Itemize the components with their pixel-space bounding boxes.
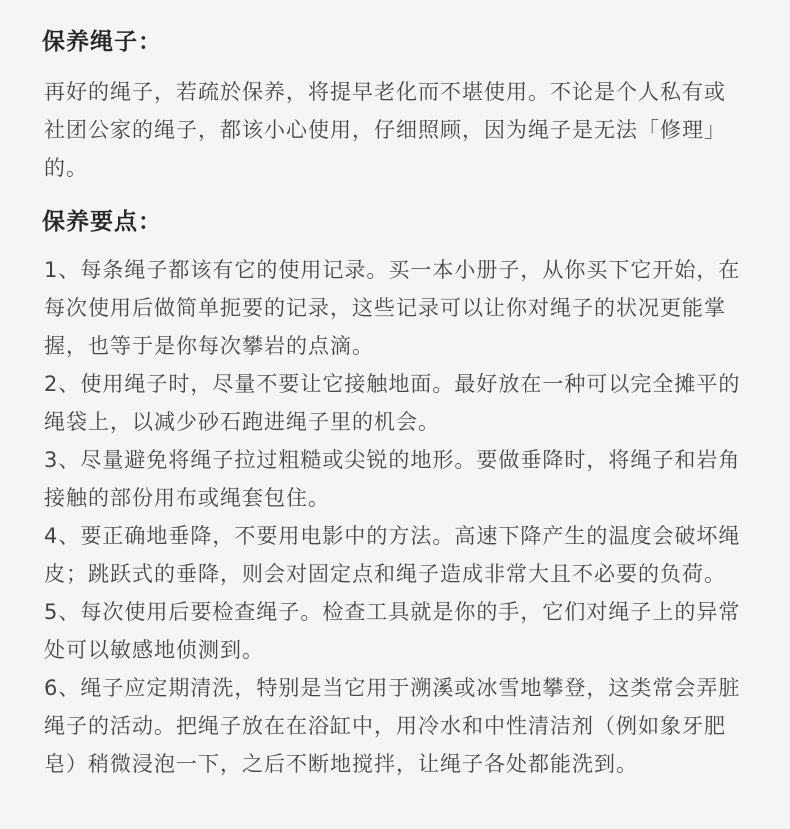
list-item-line: 5、每次使用后要检查绳子。检查工具就是你的手，它们对绳子上的异常 <box>44 600 741 624</box>
section-heading-care-points: 保养要点： <box>42 209 162 235</box>
list-item-2 <box>44 365 764 441</box>
list-item-5 <box>44 593 764 669</box>
list-item-4 <box>44 517 764 593</box>
care-points-list <box>44 251 764 783</box>
list-item-line: 每次使用后做简单扼要的记录，这些记录可以让你对绳子的状况更能掌 <box>44 296 726 320</box>
list-item-3 <box>44 441 764 517</box>
list-item-line: 绳袋上，以减少砂石跑进绳子里的机会。 <box>44 410 440 434</box>
section-heading-rope-care: 保养绳子： <box>42 29 162 55</box>
list-item-line: 1、每条绳子都该有它的使用记录。买一本小册子，从你买下它开始，在 <box>44 258 741 282</box>
list-item-1 <box>44 251 764 365</box>
paragraph-line: 的。 <box>44 156 88 180</box>
intro-paragraph <box>44 73 764 187</box>
list-item-line: 皂）稍微浸泡一下，之后不断地搅拌，让绳子各处都能洗到。 <box>44 752 638 776</box>
list-item-line: 接触的部份用布或绳套包住。 <box>44 486 330 510</box>
list-item-line: 绳子的活动。把绳子放在在浴缸中，用冷水和中性清洁剂（例如象牙肥 <box>44 714 726 738</box>
list-item-line: 6、绳子应定期清洗，特别是当它用于溯溪或冰雪地攀登，这类常会弄脏 <box>44 676 741 700</box>
list-item-line: 握，也等于是你每次攀岩的点滴。 <box>44 334 374 358</box>
list-item-6 <box>44 669 764 783</box>
list-item-line: 处可以敏感地侦测到。 <box>44 638 264 662</box>
list-item-line: 4、要正确地垂降，不要用电影中的方法。高速下降产生的温度会破坏绳 <box>44 524 741 548</box>
paragraph-line: 社团公家的绳子，都该小心使用，仔细照顾，因为绳子是无法「修理」 <box>44 118 726 142</box>
list-item-line: 3、尽量避免将绳子拉过粗糙或尖锐的地形。要做垂降时，将绳子和岩角 <box>44 448 741 472</box>
list-item-line: 2、使用绳子时，尽量不要让它接触地面。最好放在一种可以完全摊平的 <box>44 372 741 396</box>
paragraph-line: 再好的绳子，若疏於保养，将提早老化而不堪使用。不论是个人私有或 <box>44 80 726 104</box>
list-item-line: 皮；跳跃式的垂降，则会对固定点和绳子造成非常大且不必要的负荷。 <box>44 562 726 586</box>
